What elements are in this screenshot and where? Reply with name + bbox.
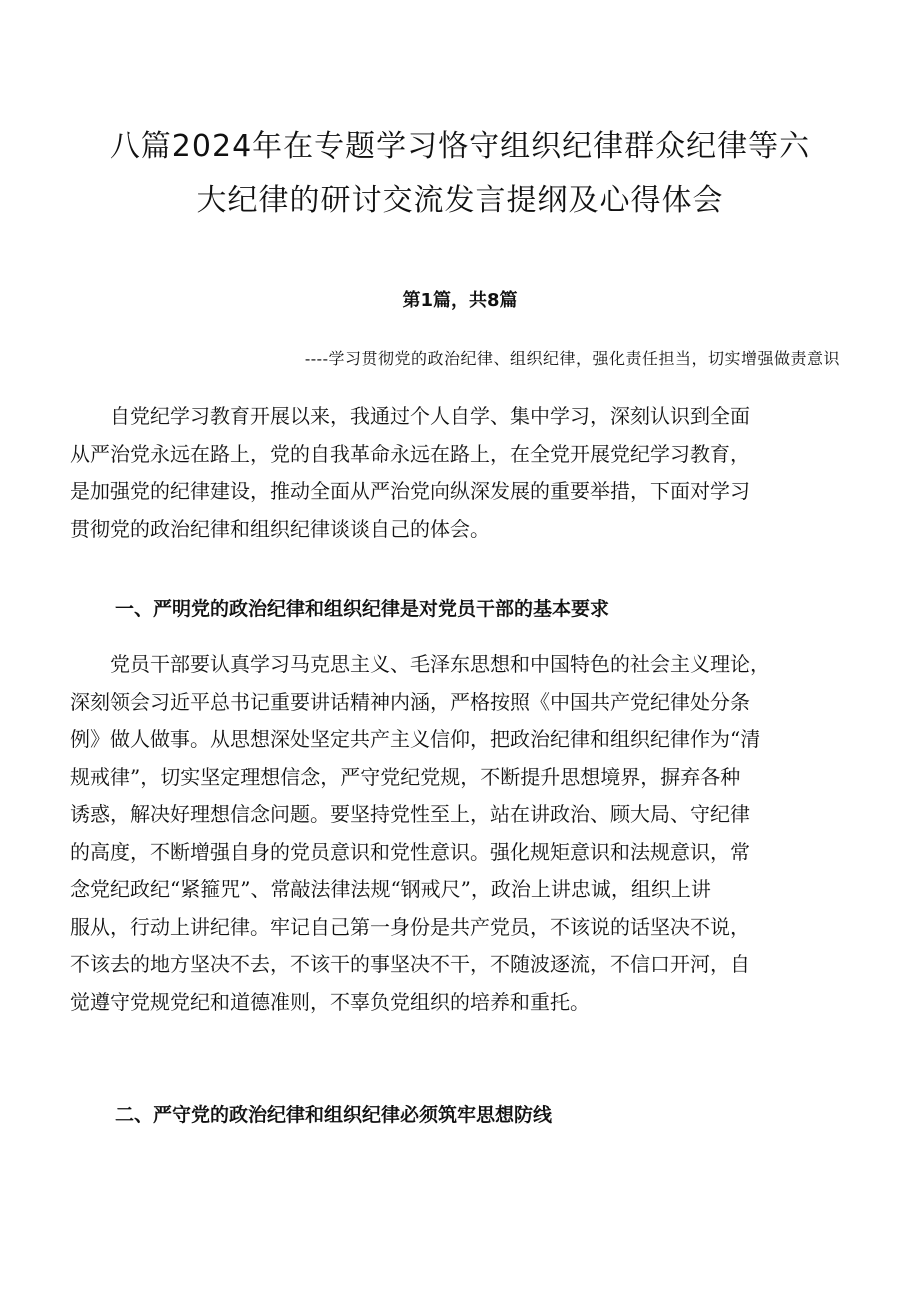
section-heading-2: 二、严守党的政治纪律和组织纪律必须筑牢思想防线 <box>115 1104 553 1126</box>
paragraph-line: 不该去的地方坚决不去，不该干的事坚决不干，不随波逐流，不信口开河，自 <box>70 952 750 976</box>
part-label: 第1篇，共8篇 <box>402 290 518 311</box>
section-heading-1: 一、严明党的政治纪律和组织纪律是对党员干部的基本要求 <box>115 598 610 620</box>
paragraph-line: 贯彻党的政治纪律和组织纪律谈谈自己的体会。 <box>70 516 490 541</box>
paragraph-line: 深刻领会习近平总书记重要讲话精神内涵，严格按照《中国共产党纪律处分条 <box>70 689 750 714</box>
paragraph-line: 党员干部要认真学习马克思主义、毛泽东思想和中国特色的社会主义理论， <box>70 652 770 676</box>
paragraph-line: 自党纪学习教育开展以来，我通过个人自学、集中学习，深刻认识到全面 <box>70 404 750 428</box>
paragraph-line: 的高度，不断增强自身的党员意识和党性意识。强化规矩意识和法规意识，常 <box>70 839 750 864</box>
paragraph-line: 觉遵守党规党纪和道德准则，不辜负党组织的培养和重托。 <box>70 989 590 1014</box>
paragraph-line: 服从，行动上讲纪律。牢记自己第一身份是共产党员，不该说的话坚决不说， <box>70 914 750 939</box>
paragraph-line: 从严治党永远在路上，党的自我革命永远在路上，在全党开展党纪学习教育， <box>70 441 750 466</box>
paragraph-line: 是加强党的纪律建设，推动全面从严治党向纵深发展的重要举措，下面对学习 <box>70 479 750 503</box>
document-title <box>80 120 840 228</box>
paragraph-line: 念党纪政纪“紧箍咒”、常敲法律法规“钢戒尺”，政治上讲忠诚，组织上讲 <box>70 877 711 901</box>
title-line-1: 八篇2024年在专题学习恪守组织纪律群众纪律等六 <box>109 129 811 164</box>
section-1-paragraph <box>70 646 860 1021</box>
paragraph-line: 规戒律”，切实坚定理想信念，严守党纪党规，不断提升思想境界，摒弃各种 <box>70 764 741 789</box>
paragraph-line: 例》做人做事。从思想深处坚定共产主义信仰，把政治纪律和组织纪律作为“清 <box>70 727 761 751</box>
intro-paragraph <box>70 398 860 548</box>
title-line-2: 大纪律的研讨交流发言提纲及心得体会 <box>196 183 724 218</box>
tagline: ----学习贯彻党的政治纪律、组织纪律，强化责任担当，切实增强做责意识 <box>304 349 840 368</box>
paragraph-line: 诱惑，解决好理想信念问题。要坚持党性至上，站在讲政治、顾大局、守纪律 <box>70 802 750 826</box>
